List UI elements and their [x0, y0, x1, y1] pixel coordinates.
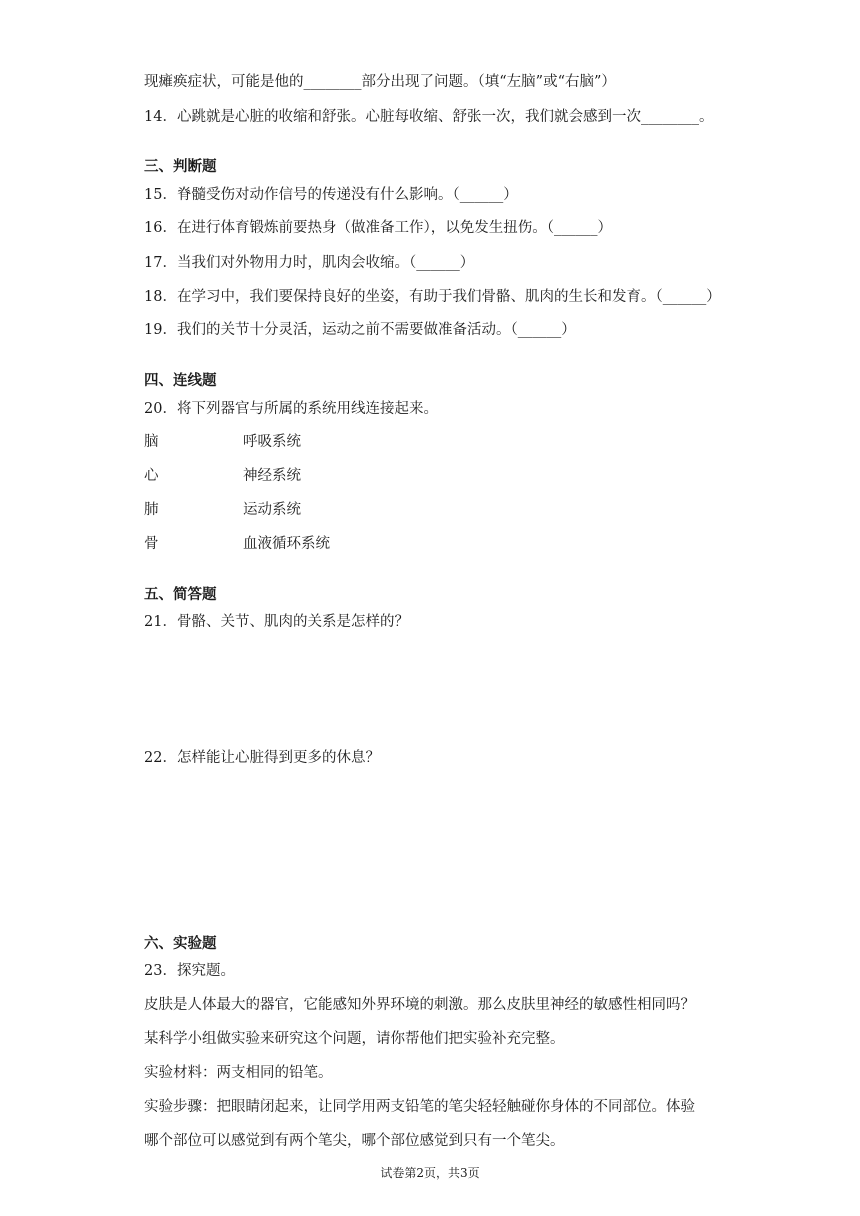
question-15: 15．脊髓受伤对动作信号的传递没有什么影响。（______）: [144, 187, 518, 203]
experiment-materials: 实验材料：两支相同的铅笔。: [144, 1065, 333, 1081]
question-13-continuation: 现瘫痪症状，可能是他的________部分出现了问题。（填“左脑”或“右脑”）: [144, 74, 616, 90]
question-23: 23．探究题。: [144, 963, 235, 979]
section-heading-matching: 四、连线题: [144, 373, 217, 389]
experiment-steps: 实验步骤：把眼睛闭起来，让同学用两支铅笔的笔尖轻轻触碰你身体的不同部位。体验: [144, 1099, 695, 1115]
organ-item: 脑: [144, 434, 159, 450]
question-21: 21．骨骼、关节、肌肉的关系是怎样的？: [144, 614, 409, 630]
organ-item: 骨: [144, 536, 159, 552]
organ-item: 肺: [144, 502, 159, 518]
system-item: 神经系统: [243, 468, 301, 484]
page-footer: 试卷第2页，共3页: [380, 1166, 480, 1180]
system-item: 运动系统: [243, 502, 301, 518]
experiment-steps-cont: 哪个部位可以感觉到有两个笔尖，哪个部位感觉到只有一个笔尖。: [144, 1133, 565, 1149]
question-16: 16．在进行体育锻炼前要热身（做准备工作），以免发生扭伤。（______）: [144, 220, 612, 236]
section-heading-short-answer: 五、简答题: [144, 587, 217, 603]
question-22: 22．怎样能让心脏得到更多的休息？: [144, 750, 380, 766]
experiment-intro: 皮肤是人体最大的器官，它能感知外界环境的刺激。那么皮肤里神经的敏感性相同吗？: [144, 997, 695, 1013]
experiment-task: 某科学小组做实验来研究这个问题，请你帮他们把实验补充完整。: [144, 1031, 565, 1047]
section-heading-experiment: 六、实验题: [144, 936, 217, 952]
system-item: 呼吸系统: [243, 434, 301, 450]
question-18: 18．在学习中，我们要保持良好的坐姿，有助于我们骨骼、肌肉的生长和发育。（______）: [144, 289, 721, 305]
organ-item: 心: [144, 468, 159, 484]
section-heading-true-false: 三、判断题: [144, 159, 217, 175]
system-item: 血液循环系统: [243, 536, 330, 552]
question-14: 14．心跳就是心脏的收缩和舒张。心脏每收缩、舒张一次，我们就会感到一次________。: [144, 109, 714, 125]
question-17: 17．当我们对外物用力时，肌肉会收缩。（______）: [144, 255, 475, 271]
question-20: 20．将下列器官与所属的系统用线连接起来。: [144, 401, 438, 417]
question-19: 19．我们的关节十分灵活，运动之前不需要做准备活动。（______）: [144, 322, 576, 338]
